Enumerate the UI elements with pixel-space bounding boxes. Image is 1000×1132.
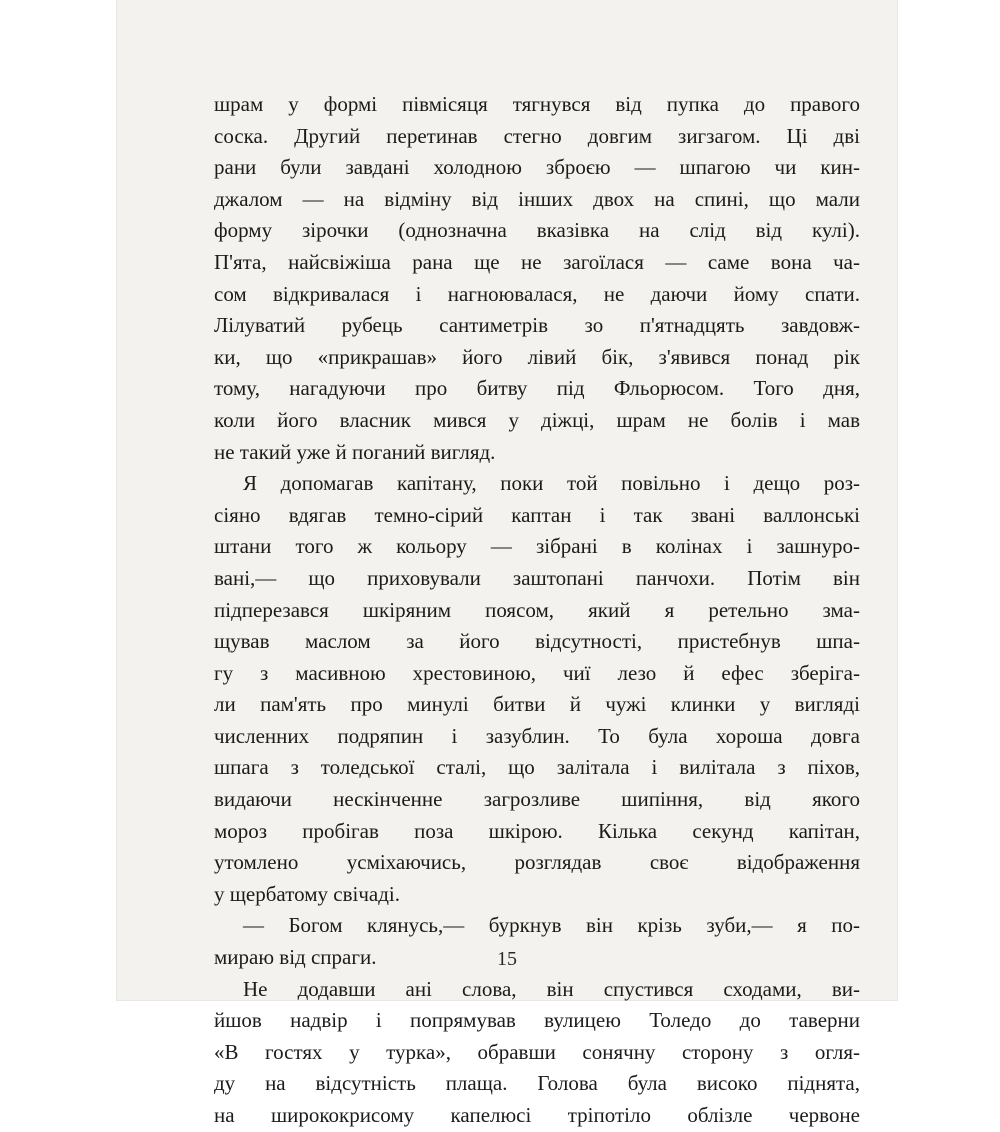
text-line: гу з масивною хрестовиною, чиї лезо й ефес зберіга-	[214, 660, 860, 685]
text-line: у щербатому свічаді.	[214, 881, 400, 906]
text-line: коли його власник мився у діжці, шрам не болів і мав	[214, 407, 860, 432]
text-line: численних подряпин і зазублин. То була хороша довга	[214, 723, 860, 748]
text-line: сіяно вдягав темно-сірий каптан і так звані валлонські	[214, 502, 860, 527]
text-line: Я допомагав капітану, поки той повільно і дещо роз-	[243, 471, 860, 496]
text-line: ки, що «прикрашав» його лівий бік, з'явився понад рік	[214, 344, 860, 369]
text-line: рани були завдані холодною зброєю — шпагою чи кин-	[214, 155, 860, 180]
text-line: Лілуватий рубець сантиметрів зо п'ятнадцять завдовж-	[214, 313, 860, 338]
text-line: йшов надвір і попрямував вулицею Толедо до таверни	[214, 1008, 860, 1033]
text-line: Не додавши ані слова, він спустився сходами, ви-	[243, 976, 860, 1001]
text-line: на ширококрисому капелюсі тріпотіло облізле червоне	[214, 1103, 860, 1127]
text-line: шрам у формі півмісяця тягнувся від пупка до правого	[214, 92, 860, 116]
page-number: 15	[497, 948, 517, 970]
text-line: ли пам'ять про минулі битви й чужі клинки у вигляді	[214, 692, 860, 717]
text-line: вані,— що приховували заштопані панчохи. Потім він	[214, 565, 860, 590]
text-line: форму зірочки (однозначна вказівка на слід від кулі).	[214, 218, 860, 243]
text-line: П'ята, найсвіжіша рана ще не загоїлася — саме вона ча-	[214, 249, 860, 274]
text-line: — Богом клянусь,— буркнув він крізь зуби,— я по-	[243, 913, 860, 938]
text-line: «В гостях у турка», обравши сонячну сторону з огля-	[214, 1039, 860, 1064]
book-page	[117, 0, 897, 1127]
text-line: штани того ж кольору — зібрані в колінах і зашнуро-	[214, 534, 860, 559]
text-line: щував маслом за його відсутності, пристебнув шпа-	[214, 629, 860, 654]
text-line: не такий уже й поганий вигляд.	[214, 439, 496, 464]
text-line: сом відкривалася і нагноювалася, не даючи йому спати.	[214, 281, 860, 306]
text-line: мираю від спраги.	[214, 945, 377, 970]
text-line: видаючи нескінченне загрозливе шипіння, від якого	[214, 787, 860, 812]
text-line: ду на відсутність плаща. Голова була високо піднята,	[214, 1071, 860, 1096]
text-line: мороз пробігав поза шкірою. Кілька секунд капітан,	[214, 818, 860, 843]
text-line: утомлено усміхаючись, розглядав своє відображення	[214, 850, 860, 875]
text-line: підперезався шкіряним поясом, який я ретельно зма-	[214, 597, 860, 622]
text-line: тому, нагадуючи про битву під Фльорюсом. Того дня,	[214, 376, 860, 401]
text-line: соска. Другий перетинав стегно довгим зигзагом. Ці дві	[214, 123, 860, 148]
text-line: джалом — на відміну від інших двох на спині, що мали	[214, 186, 860, 211]
text-line: шпага з толедської сталі, що залітала і вилітала з піхов,	[214, 755, 860, 780]
body-text	[214, 89, 860, 1132]
